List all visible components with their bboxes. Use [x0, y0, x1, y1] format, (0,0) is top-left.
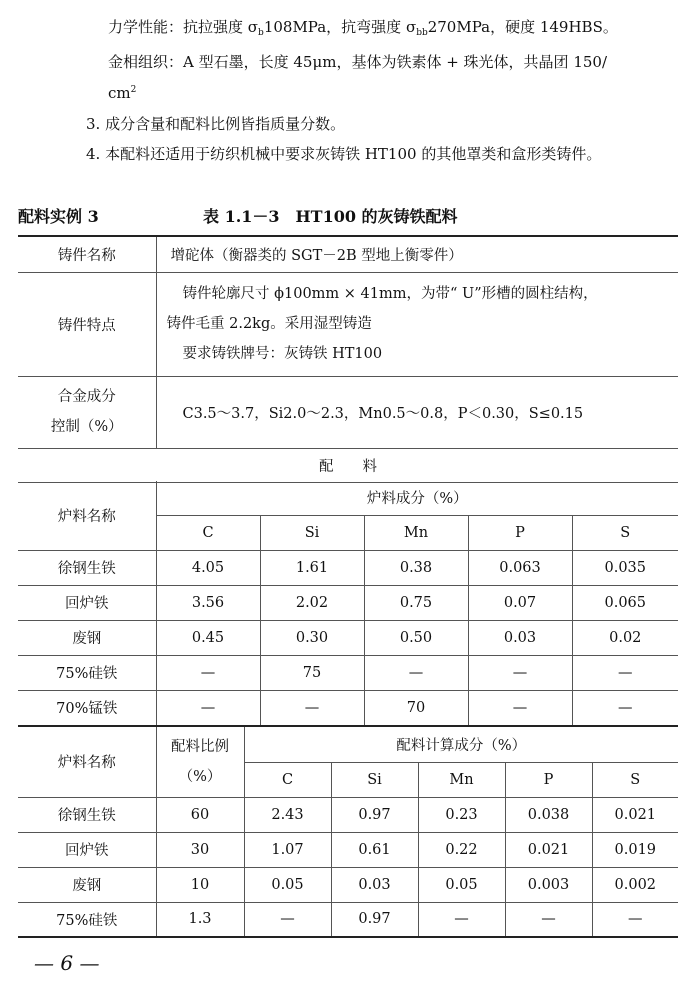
- table-cell: 1.07: [244, 832, 331, 867]
- charge-name-header: 炉料名称: [18, 481, 156, 550]
- column-header-s: S: [592, 762, 678, 797]
- table-cell: 0.002: [592, 867, 678, 902]
- table-row: [18, 585, 678, 620]
- column-header-si: Si: [331, 762, 418, 797]
- table-cell: —: [156, 690, 260, 725]
- column-header-p: P: [468, 515, 572, 550]
- casting-info-table: [18, 235, 678, 483]
- table-cell: 2.43: [244, 797, 331, 832]
- table-cell: 0.30: [260, 620, 364, 655]
- column-header-c: C: [156, 515, 260, 550]
- ratio-cell: 1.3: [156, 902, 244, 937]
- calc-name-header: 炉料名称: [18, 726, 156, 797]
- column-header-p: P: [505, 762, 592, 797]
- column-header-c: C: [244, 762, 331, 797]
- table-cell: 1.61: [260, 550, 364, 585]
- table-cell: 0.50: [364, 620, 468, 655]
- table-row: [18, 902, 678, 937]
- ratio-cell: 60: [156, 797, 244, 832]
- table-cell: 0.61: [331, 832, 418, 867]
- table-cell: 0.97: [331, 797, 418, 832]
- column-header-mn: Mn: [418, 762, 505, 797]
- table-cell: —: [364, 655, 468, 690]
- table-row: [18, 481, 678, 515]
- charge-name: 回炉铁: [18, 832, 156, 867]
- table-cell: 0.038: [505, 797, 592, 832]
- column-header-mn: Mn: [364, 515, 468, 550]
- table-cell: —: [244, 902, 331, 937]
- charge-name: 废钢: [18, 620, 156, 655]
- table-row: [18, 550, 678, 585]
- table-cell: 0.021: [505, 832, 592, 867]
- table-cell: —: [418, 902, 505, 937]
- table-row: [18, 867, 678, 902]
- table-cell: 0.02: [572, 620, 678, 655]
- metallographic-line: 金相组织：A 型石墨，长度 45μm，基体为铁素体 + 珠光体，共晶团 150/: [108, 53, 608, 71]
- table-cell: 0.97: [331, 902, 418, 937]
- table-cell: 2.02: [260, 585, 364, 620]
- table-row: [18, 726, 678, 762]
- table-cell: 4.05: [156, 550, 260, 585]
- column-header-si: Si: [260, 515, 364, 550]
- alloy-label: 合金成分 控制（%）: [18, 376, 156, 448]
- example-heading: 配料实例 3: [18, 207, 99, 226]
- table-cell: 75: [260, 655, 364, 690]
- charge-name: 回炉铁: [18, 585, 156, 620]
- table-cell: 0.05: [244, 867, 331, 902]
- table-cell: 0.019: [592, 832, 678, 867]
- charge-section-title: 配 料: [18, 448, 678, 482]
- table-cell: 0.065: [572, 585, 678, 620]
- charge-name: 75%硅铁: [18, 655, 156, 690]
- charge-name: 75%硅铁: [18, 902, 156, 937]
- ratio-header: 配料比例 （%）: [156, 726, 244, 797]
- table-cell: 0.003: [505, 867, 592, 902]
- mechanical-properties-line: 力学性能：抗拉强度 $\sigma_b108MPa$，抗弯强度 $\sigma_{bb}270MPa$，硬度 149HBS。: [108, 18, 618, 38]
- table-cell: —: [156, 655, 260, 690]
- table-row: [18, 376, 678, 448]
- feature-line-1: 铸件轮廓尺寸 ϕ100mm × 41mm，为带“ U”形槽的圆柱结构，: [182, 286, 598, 302]
- table-cell: —: [572, 690, 678, 725]
- metallographic-unit: $cm^2$: [108, 84, 137, 102]
- table-cell: 0.03: [468, 620, 572, 655]
- table-cell: 0.45: [156, 620, 260, 655]
- casting-name-value: 增砣体（衡器类的 SGT－2B 型地上衡零件）: [156, 236, 678, 272]
- charge-name: 70%锰铁: [18, 690, 156, 725]
- table-row: [18, 620, 678, 655]
- casting-feature-cell: [156, 272, 678, 376]
- casting-feature-label: 铸件特点: [18, 272, 156, 376]
- table-cell: 0.035: [572, 550, 678, 585]
- charge-name: 徐钢生铁: [18, 797, 156, 832]
- table-cell: —: [572, 655, 678, 690]
- table-row: [18, 832, 678, 867]
- table-cell: —: [260, 690, 364, 725]
- calc-group-header: 配料计算成分（%）: [244, 726, 678, 762]
- table-row: [18, 655, 678, 690]
- note-3: 3. 成分含量和配料比例皆指质量分数。: [86, 115, 346, 133]
- table-cell: 0.23: [418, 797, 505, 832]
- page-number: — 6 —: [34, 951, 100, 975]
- charge-composition-table: [18, 481, 678, 726]
- table-cell: 0.38: [364, 550, 468, 585]
- charge-name: 废钢: [18, 867, 156, 902]
- alloy-value: C3.5～3.7，Si2.0～2.3，Mn0.5～0.8，P＜0.30，S≤0.15: [156, 376, 678, 448]
- table-cell: 0.03: [331, 867, 418, 902]
- ratio-cell: 30: [156, 832, 244, 867]
- table-row: [18, 236, 678, 272]
- table-title: 表 1.1－3 HT100 的灰铸铁配料: [203, 207, 458, 226]
- table-row: [18, 690, 678, 725]
- table-cell: 3.56: [156, 585, 260, 620]
- table-row: [18, 448, 678, 482]
- column-header-s: S: [572, 515, 678, 550]
- table-cell: 0.021: [592, 797, 678, 832]
- table-cell: —: [505, 902, 592, 937]
- table-cell: —: [468, 655, 572, 690]
- feature-line-2: 铸件毛重 2.2kg。采用湿型铸造: [166, 316, 372, 332]
- casting-name-label: 铸件名称: [18, 236, 156, 272]
- table-row: [18, 272, 678, 376]
- table-cell: 70: [364, 690, 468, 725]
- table-cell: 0.05: [418, 867, 505, 902]
- table-cell: —: [592, 902, 678, 937]
- composition-group-header: 炉料成分（%）: [156, 481, 678, 515]
- feature-line-3: 要求铸铁牌号：灰铸铁 HT100: [182, 346, 383, 362]
- table-cell: 0.75: [364, 585, 468, 620]
- table-cell: —: [468, 690, 572, 725]
- table-cell: 0.063: [468, 550, 572, 585]
- calculated-composition-table: [18, 725, 678, 938]
- table-row: [18, 797, 678, 832]
- table-cell: 0.22: [418, 832, 505, 867]
- ratio-cell: 10: [156, 867, 244, 902]
- charge-name: 徐钢生铁: [18, 550, 156, 585]
- table-cell: 0.07: [468, 585, 572, 620]
- note-4: 4. 本配料还适用于纺织机械中要求灰铸铁 HT100 的其他罩类和盒形类铸件。: [86, 145, 602, 163]
